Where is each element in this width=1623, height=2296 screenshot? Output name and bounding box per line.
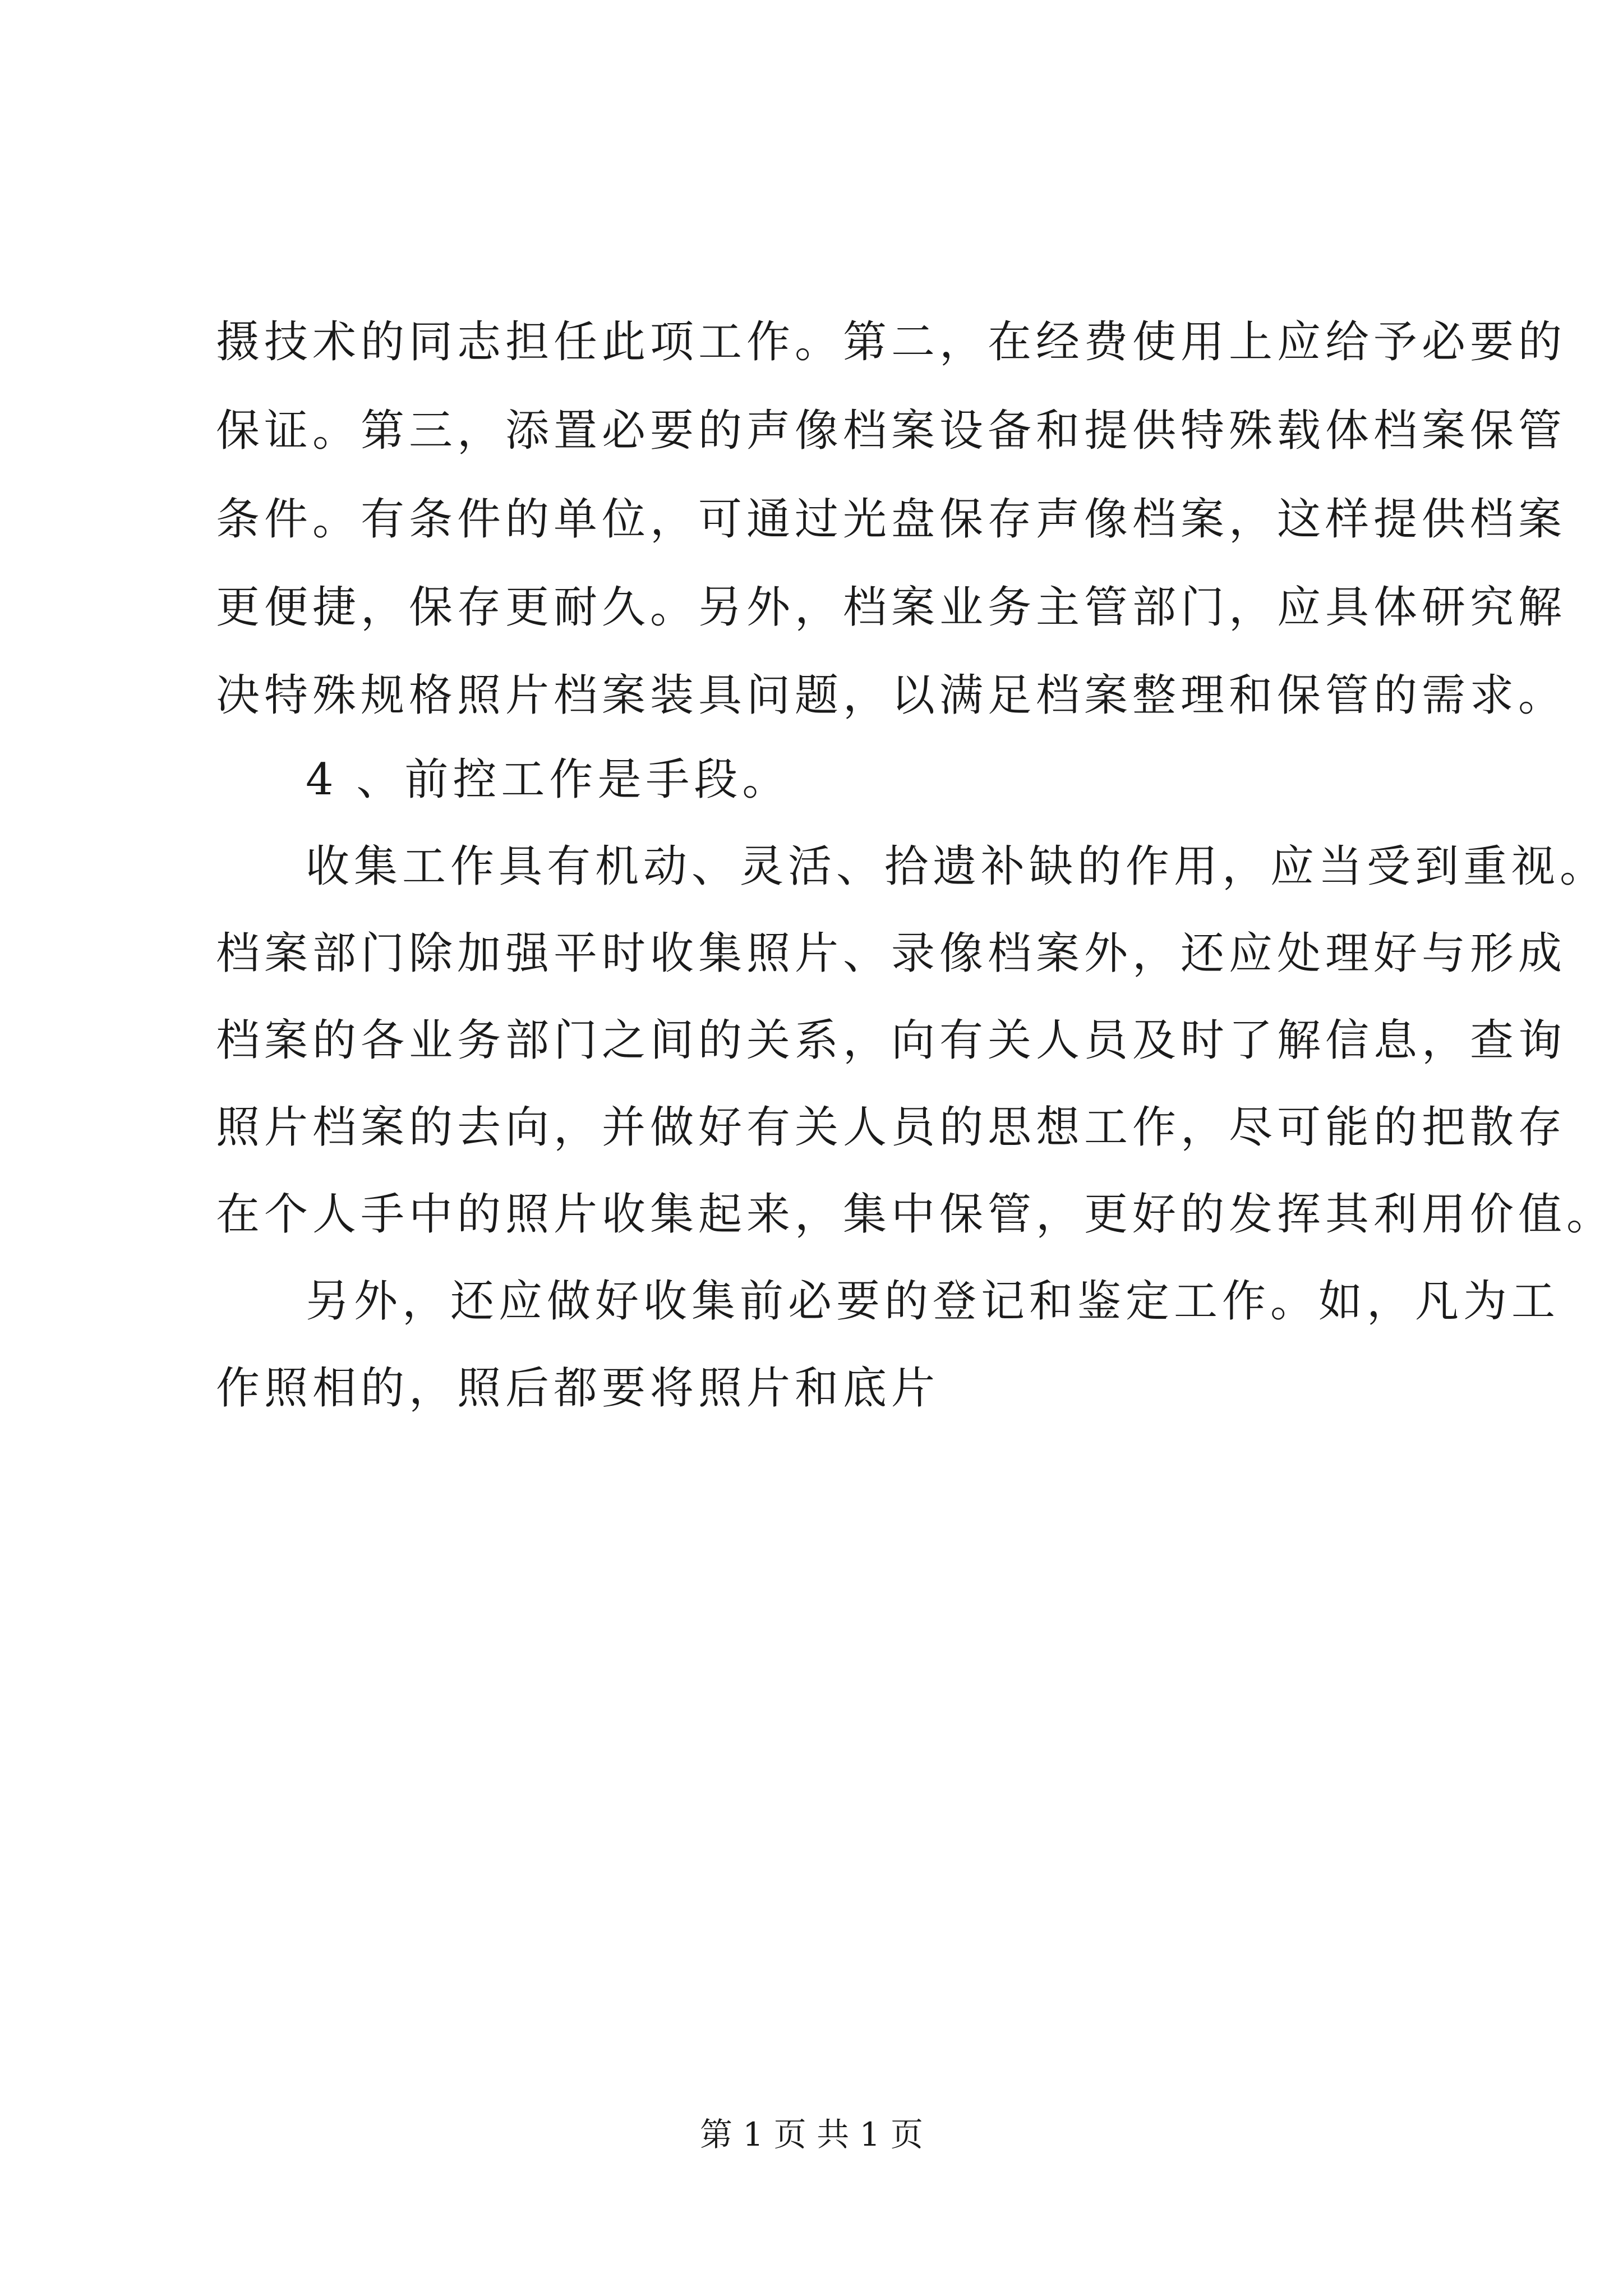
body-line-5: 决特殊规格照片档案装具问题，以满足档案整理和保管的需求。: [216, 670, 1567, 721]
body-line-6: 收集工作具有机动、灵活、拾遗补缺的作用，应当受到重视。: [306, 841, 1608, 892]
body-line-4: 更便捷，保存更耐久。另外，档案业务主管部门，应具体研究解: [216, 582, 1567, 633]
section-heading: 4 、前控工作是手段。: [306, 754, 791, 805]
body-line-7: 档案部门除加强平时收集照片、录像档案外，还应处理好与形成: [216, 928, 1567, 979]
body-line-10: 在个人手中的照片收集起来，集中保管，更好的发挥其利用价值。: [216, 1189, 1615, 1240]
body-line-2: 保证。第三，添置必要的声像档案设备和提供特殊载体档案保管: [216, 406, 1567, 456]
body-line-11: 另外，还应做好收集前必要的登记和鉴定工作。如，凡为工: [306, 1276, 1560, 1327]
body-line-1: 摄技术的同志担任此项工作。第二，在经费使用上应给予必要的: [216, 317, 1567, 367]
body-line-12: 作照相的，照后都要将照片和底片: [216, 1363, 940, 1414]
body-line-9: 照片档案的去向，并做好有关人员的思想工作，尽可能的把散存: [216, 1102, 1567, 1153]
body-line-3: 条件。有条件的单位，可通过光盘保存声像档案，这样提供档案: [216, 494, 1567, 545]
body-line-8: 档案的各业务部门之间的关系，向有关人员及时了解信息，查询: [216, 1015, 1567, 1066]
page-footer: 第 1 页 共 1 页: [700, 2115, 923, 2154]
